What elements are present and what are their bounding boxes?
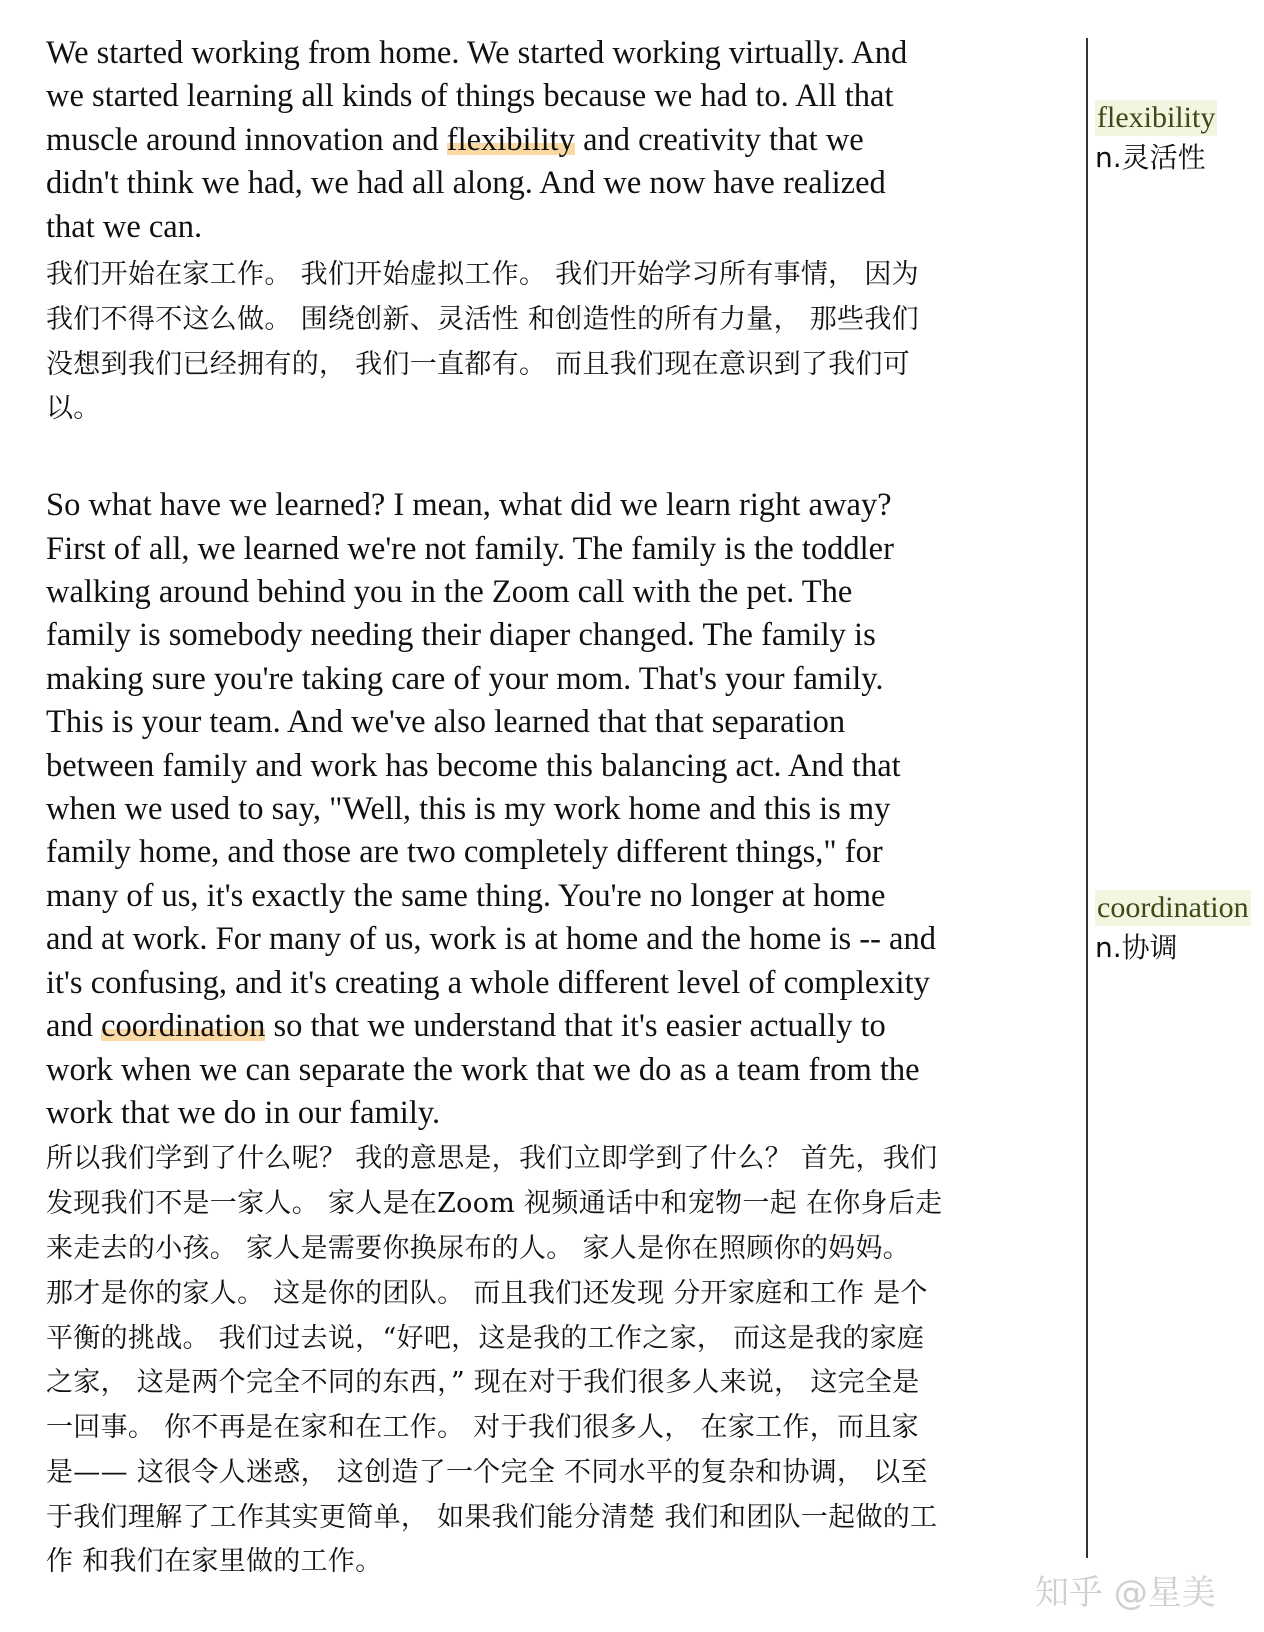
text-line: it's confusing, and it's creating a whole different level of complexity [46, 964, 930, 1001]
text-line: that we can. [46, 208, 203, 245]
translation-line: 以。 [46, 393, 101, 425]
translation-line: 是—— 这很令人迷惑， 这创造了一个完全 不同水平的复杂和协调， 以至 [46, 1456, 928, 1488]
translation-line: 那才是你的家人。 这是你的团队。 而且我们还发现 分开家庭和工作 是个 [46, 1277, 928, 1309]
text-line: walking around behind you in the Zoom call with the pet. The [46, 574, 853, 611]
text-line: we started learning all kinds of things because we had to. All that [46, 78, 894, 115]
paragraph-2-english [46, 484, 1086, 1135]
text-line: We started working from home. We started working virtually. And [46, 35, 908, 71]
translation-line: 一回事。 你不再是在家和在工作。 对于我们很多人， 在家工作，而且家 [46, 1412, 919, 1444]
text-line: and coordination so that we understand that it's easier actually to [46, 1008, 886, 1045]
translation-line: 于我们理解了工作其实更简单， 如果我们能分清楚 我们和团队一起做的工 [46, 1501, 938, 1533]
highlighted-word-flexibility[interactable]: flexibility [446, 121, 575, 158]
paragraph-1-english [46, 32, 1086, 249]
paragraph-1-chinese [46, 253, 1086, 432]
translation-line: 发现我们不是一家人。 家人是在Zoom 视频通话中和宠物一起 在你身后走 [46, 1188, 943, 1220]
margin-divider [1086, 38, 1088, 1558]
translation-line: 所以我们学到了什么呢？ 我的意思是，我们立即学到了什么？ 首先，我们 [46, 1143, 938, 1175]
note-word: coordination [1097, 891, 1249, 924]
margin-note-flexibility [1095, 100, 1217, 180]
text-line: family is somebody needing their diaper changed. The family is [46, 617, 876, 654]
translation-line: 我们开始在家工作。 我们开始虚拟工作。 我们开始学习所有事情， 因为 [46, 259, 919, 291]
note-definition: n.灵活性 [1095, 141, 1206, 174]
translation-line: 之家， 这是两个完全不同的东西，” 现在对于我们很多人来说， 这完全是 [46, 1367, 920, 1399]
note-word: flexibility [1097, 101, 1216, 134]
transcript-body [46, 32, 1086, 1585]
translation-line: 我们不得不这么做。 围绕创新、灵活性 和创造性的所有力量， 那些我们 [46, 303, 919, 335]
text-line: muscle around innovation and flexibility and creativity that we [46, 121, 864, 158]
text-line: work when we can separate the work that we do as a team from the [46, 1051, 920, 1088]
text-line: between family and work has become this balancing act. And that [46, 747, 901, 784]
text-line: work that we do in our family. [46, 1094, 441, 1131]
watermark: 知乎 @星美 [1035, 1573, 1216, 1613]
text-line: many of us, it's exactly the same thing. You're no longer at home [46, 877, 886, 914]
note-definition: n.协调 [1095, 931, 1178, 964]
text-line: and at work. For many of us, work is at home and the home is -- and [46, 921, 936, 958]
translation-line: 来走去的小孩。 家人是需要你换尿布的人。 家人是你在照顾你的妈妈。 [46, 1232, 911, 1264]
paragraph-2-chinese [46, 1137, 1086, 1585]
margin-note-coordination [1095, 890, 1251, 970]
text-line: So what have we learned? I mean, what did we learn right away? [46, 487, 892, 524]
text-line: family home, and those are two completely different things," for [46, 834, 883, 871]
text-line: First of all, we learned we're not family. The family is the toddler [46, 530, 894, 567]
translation-line: 没想到我们已经拥有的， 我们一直都有。 而且我们现在意识到了我们可 [46, 348, 911, 380]
highlighted-word-coordination[interactable]: coordination [101, 1008, 266, 1045]
text-line: making sure you're taking care of your mom. That's your family. [46, 660, 884, 697]
translation-line: 作 和我们在家里做的工作。 [46, 1546, 383, 1578]
text-line: didn't think we had, we had all along. And we now have realized [46, 165, 886, 202]
text-line: when we used to say, "Well, this is my work home and this is my [46, 791, 891, 828]
text-line: This is your team. And we've also learned that that separation [46, 704, 846, 741]
paragraph-gap [46, 432, 1086, 484]
translation-line: 平衡的挑战。 我们过去说，“好吧，这是我的工作之家， 而这是我的家庭 [46, 1322, 925, 1354]
